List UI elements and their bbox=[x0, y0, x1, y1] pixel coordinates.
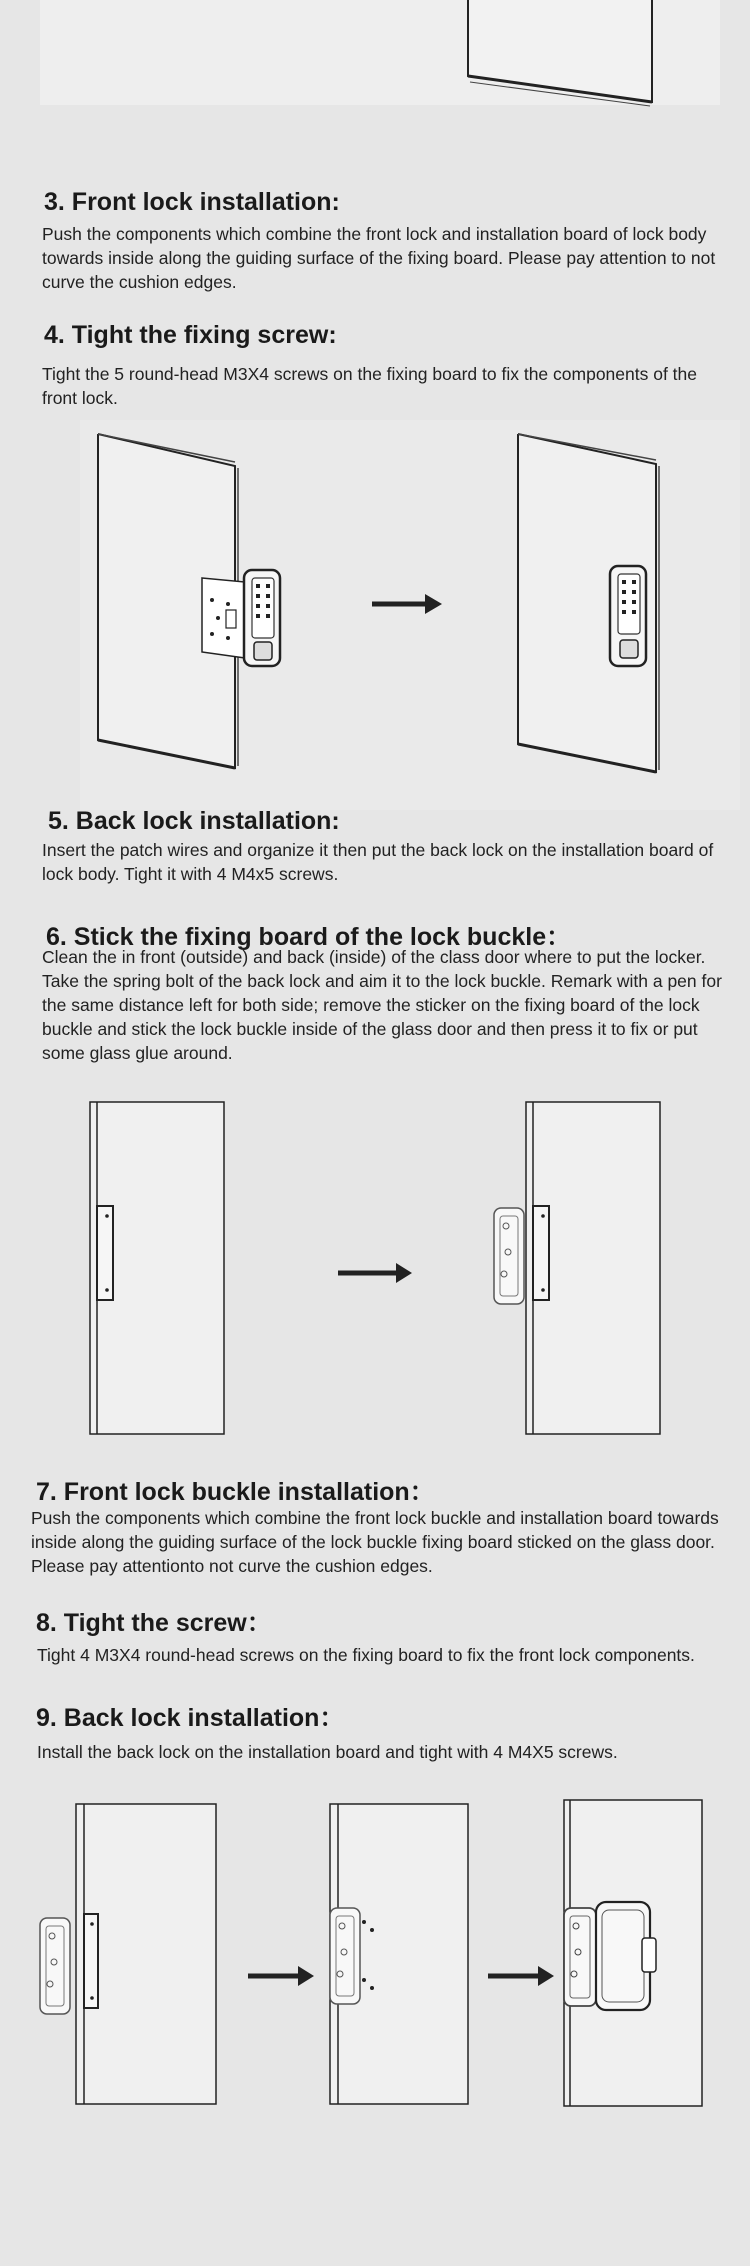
section-8-heading: 8. Tight the screw： bbox=[36, 1609, 272, 1637]
section-3-heading: 3. Front lock installation: bbox=[44, 188, 340, 216]
section-8-text: Tight 4 M3X4 round-head screws on the fixing board to fix the front lock components. bbox=[37, 1645, 695, 1665]
section-7-heading: 7. Front lock buckle installation： bbox=[36, 1478, 435, 1506]
section-5-text: Insert the patch wires and organize it then put the back lock on the installation board of lock body. Tight it with 4 M4x5 screws. bbox=[42, 840, 714, 884]
section-5-heading: 5. Back lock installation: bbox=[48, 807, 340, 835]
section-6-heading: 6. Stick the fixing board of the lock buckle： bbox=[46, 923, 572, 951]
section-9-heading: 9. Back lock installation： bbox=[36, 1704, 345, 1732]
section-3-text: Push the components which combine the front lock and installation board of lock body towards inside along the guiding surface of the fixing board. Please pay attention to not curve the cushion edges. bbox=[42, 224, 716, 292]
section-6-text: Clean the in front (outside) and back (inside) of the class door where to put the locker. Take the spring bolt of the back lock and aim it to the lock buckle. Remark with a pen for the same distance left for both side; remove the sticker on the fixing board of the lock buckle and stick the lock buckle inside of the glass door and then press it to fix or put some glass glue around. bbox=[42, 947, 722, 1063]
section-9-text: Install the back lock on the installation board and tight with 4 M4X5 screws. bbox=[37, 1742, 618, 1762]
section-7-text: Push the components which combine the front lock buckle and installation board towards inside along the guiding surface of the lock buckle fixing board sticked on the glass door. Please pay attentionto not curve the cushion edges. bbox=[31, 1508, 719, 1576]
section-4-heading: 4. Tight the fixing screw: bbox=[44, 321, 337, 349]
previous-step-door-illustration bbox=[0, 0, 750, 160]
lock-buckle-fixing-illustration bbox=[80, 1090, 680, 1440]
fixing-screw-illustration bbox=[80, 420, 740, 810]
back-lock-installation-illustration bbox=[30, 1790, 720, 2110]
section-4-text: Tight the 5 round-head M3X4 screws on the fixing board to fix the components of the front lock. bbox=[42, 364, 698, 408]
